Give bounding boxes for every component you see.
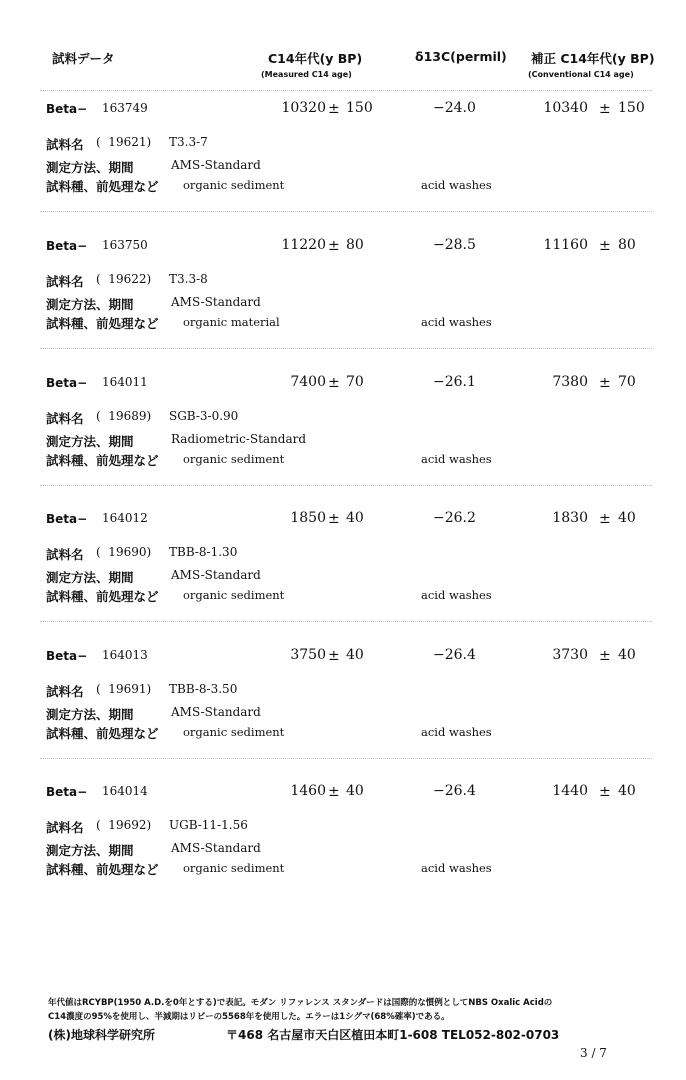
record-divider <box>40 758 652 759</box>
measured-age: 1850 <box>290 510 326 526</box>
pretreatment-value: acid washes <box>421 178 492 192</box>
beta-label: Beta− <box>46 512 88 526</box>
beta-id: 163750 <box>102 238 148 252</box>
footer-address: 〒468 名古屋市天白区植田本町1-608 TEL052-802-0703 <box>226 1028 560 1042</box>
pretreatment-value: acid washes <box>421 315 492 329</box>
conventional-error: 150 <box>618 100 645 116</box>
conventional-pm-sign: ± <box>599 511 611 527</box>
pretreatment-value: acid washes <box>421 452 492 466</box>
conventional-error: 70 <box>618 374 636 390</box>
pretreatment-value: acid washes <box>421 725 492 739</box>
conventional-age: 7380 <box>552 374 588 390</box>
measured-error: 40 <box>346 783 364 799</box>
sample-name: T3.3-7 <box>169 135 208 149</box>
sample-name-label: 試料名 <box>46 274 84 289</box>
method-label: 測定方法、期間 <box>46 570 134 585</box>
pretreatment-value: acid washes <box>421 861 492 875</box>
conventional-pm-sign: ± <box>599 101 611 117</box>
material-value: organic sediment <box>183 452 285 466</box>
footer-company: (株)地球科学研究所 <box>48 1028 155 1042</box>
method-value: AMS-Standard <box>171 158 261 172</box>
material-value: organic sediment <box>183 725 285 739</box>
measured-error: 40 <box>346 647 364 663</box>
record <box>0 500 686 630</box>
header-conventional-age: 補正 C14年代(y BP) <box>531 51 655 66</box>
measured-age: 10320 <box>281 100 326 116</box>
sample-name-label: 試料名 <box>46 684 84 699</box>
material-value: organic sediment <box>183 178 285 192</box>
conventional-pm-sign: ± <box>599 784 611 800</box>
header-measured-age: C14年代(y BP) <box>268 51 363 66</box>
measured-age: 3750 <box>290 647 326 663</box>
record <box>0 364 686 494</box>
material-label: 試料種、前処理など <box>46 589 159 604</box>
material-label: 試料種、前処理など <box>46 179 159 194</box>
record <box>0 637 686 767</box>
conventional-age: 3730 <box>552 647 588 663</box>
measured-age: 1460 <box>290 783 326 799</box>
material-label: 試料種、前処理など <box>46 862 159 877</box>
beta-label: Beta− <box>46 102 88 116</box>
method-label: 測定方法、期間 <box>46 160 134 175</box>
measured-age: 11220 <box>281 237 326 253</box>
delta-13c-value: −26.1 <box>433 374 476 390</box>
record <box>0 227 686 357</box>
pretreatment-value: acid washes <box>421 588 492 602</box>
beta-label: Beta− <box>46 239 88 253</box>
conventional-pm-sign: ± <box>599 375 611 391</box>
record-divider <box>40 211 652 212</box>
sample-name-label: 試料名 <box>46 137 84 152</box>
measured-error: 40 <box>346 510 364 526</box>
conventional-pm-sign: ± <box>599 648 611 664</box>
sample-name: UGB-11-1.56 <box>169 818 248 832</box>
record <box>0 90 686 220</box>
measured-pm-sign: ± <box>328 511 340 527</box>
sample-code: ( 19689) <box>96 409 152 423</box>
method-value: AMS-Standard <box>171 295 261 309</box>
measured-pm-sign: ± <box>328 101 340 117</box>
footer-note-line1: 年代値はRCYBP(1950 A.D.を0年とする)で表記。モダン リファレンス スタンダードは国際的な慣例としてNBS Oxalic Acidの <box>48 998 553 1008</box>
conventional-error: 80 <box>618 237 636 253</box>
method-value: AMS-Standard <box>171 705 261 719</box>
beta-id: 164013 <box>102 648 148 662</box>
delta-13c-value: −24.0 <box>433 100 476 116</box>
sample-code: ( 19622) <box>96 272 152 286</box>
sample-name: TBB-8-1.30 <box>169 545 238 559</box>
measured-pm-sign: ± <box>328 648 340 664</box>
conventional-error: 40 <box>618 783 636 799</box>
sample-code: ( 19692) <box>96 818 152 832</box>
record-divider <box>40 348 652 349</box>
conventional-pm-sign: ± <box>599 238 611 254</box>
material-value: organic sediment <box>183 861 285 875</box>
delta-13c-value: −28.5 <box>433 237 476 253</box>
beta-label: Beta− <box>46 376 88 390</box>
method-label: 測定方法、期間 <box>46 707 134 722</box>
sample-name-label: 試料名 <box>46 547 84 562</box>
conventional-age: 11160 <box>543 237 588 253</box>
page-number: 3 / 7 <box>580 1046 607 1060</box>
measured-pm-sign: ± <box>328 375 340 391</box>
material-value: organic sediment <box>183 588 285 602</box>
measured-age: 7400 <box>290 374 326 390</box>
method-value: Radiometric-Standard <box>171 432 307 446</box>
material-label: 試料種、前処理など <box>46 726 159 741</box>
beta-id: 164011 <box>102 375 148 389</box>
method-value: AMS-Standard <box>171 568 261 582</box>
sample-name: TBB-8-3.50 <box>169 682 238 696</box>
material-label: 試料種、前処理など <box>46 453 159 468</box>
beta-label: Beta− <box>46 785 88 799</box>
method-label: 測定方法、期間 <box>46 297 134 312</box>
sample-name: T3.3-8 <box>169 272 208 286</box>
measured-error: 80 <box>346 237 364 253</box>
material-value: organic material <box>183 315 280 329</box>
beta-label: Beta− <box>46 649 88 663</box>
sample-name-label: 試料名 <box>46 411 84 426</box>
record-divider <box>40 485 652 486</box>
delta-13c-value: −26.4 <box>433 647 476 663</box>
method-label: 測定方法、期間 <box>46 434 134 449</box>
beta-id: 164012 <box>102 511 148 525</box>
sample-name: SGB-3-0.90 <box>169 409 239 423</box>
record <box>0 773 686 903</box>
conventional-age: 1440 <box>552 783 588 799</box>
method-label: 測定方法、期間 <box>46 843 134 858</box>
delta-13c-value: −26.2 <box>433 510 476 526</box>
measured-error: 70 <box>346 374 364 390</box>
delta-13c-value: −26.4 <box>433 783 476 799</box>
record-divider <box>40 621 652 622</box>
measured-pm-sign: ± <box>328 238 340 254</box>
measured-error: 150 <box>346 100 373 116</box>
conventional-error: 40 <box>618 510 636 526</box>
header-sample-data: 試料データ <box>52 51 115 66</box>
header-conventional-age-sub: (Conventional C14 age) <box>528 70 634 79</box>
header-measured-age-sub: (Measured C14 age) <box>261 70 352 79</box>
sample-code: ( 19691) <box>96 682 152 696</box>
measured-pm-sign: ± <box>328 784 340 800</box>
sample-code: ( 19690) <box>96 545 152 559</box>
beta-id: 163749 <box>102 101 148 115</box>
sample-code: ( 19621) <box>96 135 152 149</box>
sample-name-label: 試料名 <box>46 820 84 835</box>
conventional-age: 10340 <box>543 100 588 116</box>
beta-id: 164014 <box>102 784 148 798</box>
conventional-age: 1830 <box>552 510 588 526</box>
material-label: 試料種、前処理など <box>46 316 159 331</box>
footer-note-line2: C14濃度の95%を使用し、半減期はリビーの5568年を使用した。エラーは1シグマ(68%確率)である。 <box>48 1012 450 1022</box>
conventional-error: 40 <box>618 647 636 663</box>
header-delta-13c: δ13C(permil) <box>415 49 507 64</box>
method-value: AMS-Standard <box>171 841 261 855</box>
